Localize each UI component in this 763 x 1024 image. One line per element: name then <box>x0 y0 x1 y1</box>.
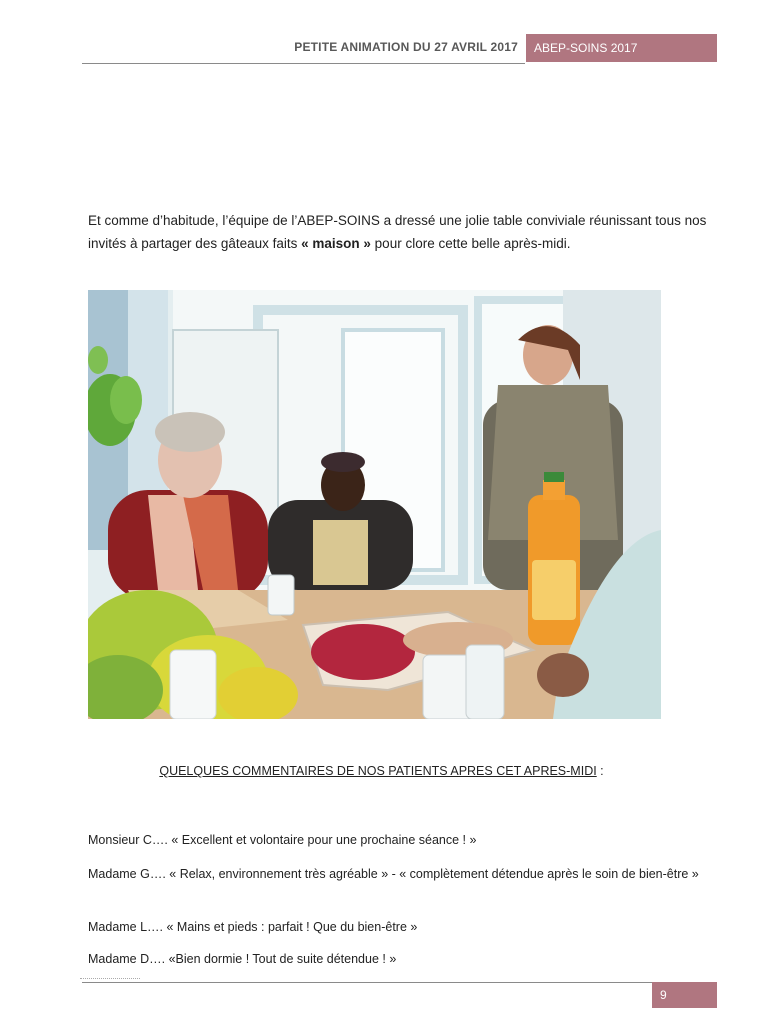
header-title: PETITE ANIMATION DU 27 AVRIL 2017 <box>294 40 518 54</box>
page-number-badge: 9 <box>652 982 717 1008</box>
photo-vase <box>170 650 216 719</box>
photo-person-left-hair <box>155 412 225 452</box>
event-photo-illustration <box>88 290 661 719</box>
footer-divider <box>82 982 652 983</box>
photo-juice-bottle-cap <box>544 472 564 482</box>
photo-glass <box>466 645 504 719</box>
photo-plant-leaf <box>88 346 108 374</box>
comment-item: Madame D…. «Bien dormie ! Tout de suite détendue ! » <box>88 952 397 966</box>
comment-item: Monsieur C…. « Excellent et volontaire pour une prochaine séance ! » <box>88 833 477 847</box>
photo-juice-bottle-neck <box>543 480 565 500</box>
photo-strawberry-tart <box>311 624 415 680</box>
header-divider <box>82 63 525 64</box>
intro-text-part2: pour clore cette belle après-midi. <box>370 235 571 251</box>
intro-emphasis: « maison » <box>301 235 371 251</box>
comment-item: Madame G…. « Relax, environnement très agréable » - « complètement détendue après le soin de bien-être » <box>88 867 699 881</box>
photo-person-bottom-right-hand <box>537 653 589 697</box>
header-badge: ABEP-SOINS 2017 <box>526 34 717 62</box>
photo-juice-bottle-label <box>532 560 576 620</box>
comments-heading <box>0 764 763 778</box>
intro-paragraph <box>88 210 713 255</box>
comment-item: Madame L…. « Mains et pieds : parfait ! Que du bien-être » <box>88 920 418 934</box>
photo-glass-left <box>268 575 294 615</box>
comments-heading-text: QUELQUES COMMENTAIRES DE NOS PATIENTS APRES CET APRES-MIDI <box>159 764 597 778</box>
photo-plant-leaf <box>110 376 142 424</box>
photo-person-middle-top <box>313 520 368 585</box>
event-photo <box>88 290 661 719</box>
intro-text-part1: Et comme d’habitude, l’équipe de l’ABEP-SOINS a dressé une jolie table conviviale réunissant tous nos invités à partager des gâteaux faits <box>88 213 707 251</box>
comments-heading-suffix: : <box>596 764 604 778</box>
photo-person-middle-hat <box>321 452 365 472</box>
